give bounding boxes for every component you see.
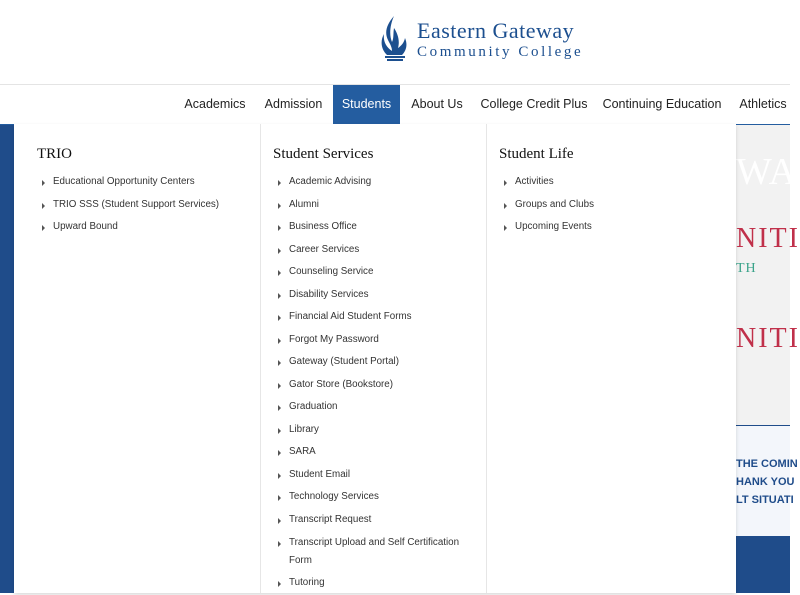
caret-right-icon <box>278 180 281 186</box>
menu-link-gator-store[interactable]: Gator Store (Bookstore) <box>273 374 464 397</box>
student-services-heading: Student Services <box>273 146 374 162</box>
student-services-list <box>273 171 464 595</box>
announcement-line: HANK YOU <box>736 476 795 488</box>
menu-link-gateway-portal[interactable]: Gateway (Student Portal) <box>273 351 464 374</box>
logo-title: Eastern Gateway <box>417 18 575 43</box>
hero-line-red-2: NITI <box>736 323 800 354</box>
caret-right-icon <box>278 541 281 547</box>
caret-right-icon <box>504 180 507 186</box>
nav-continuing-education[interactable]: Continuing Education <box>602 97 722 111</box>
menu-link-academic-advising[interactable]: Academic Advising <box>273 171 464 194</box>
main-navigation <box>0 84 790 126</box>
caret-right-icon <box>278 225 281 231</box>
nav-athletics[interactable]: Athletics <box>739 97 787 111</box>
caret-right-icon <box>278 315 281 321</box>
nav-about-us[interactable]: About Us <box>411 97 463 111</box>
caret-right-icon <box>42 203 45 209</box>
logo-subtitle: Community College <box>417 44 584 60</box>
caret-right-icon <box>42 225 45 231</box>
menu-link-graduation[interactable]: Graduation <box>273 396 464 419</box>
student-life-list <box>499 171 594 239</box>
caret-right-icon <box>278 518 281 524</box>
site-header <box>0 0 790 84</box>
caret-right-icon <box>42 180 45 186</box>
caret-right-icon <box>278 293 281 299</box>
nav-admission[interactable]: Admission <box>264 97 323 111</box>
caret-right-icon <box>278 203 281 209</box>
trio-list <box>37 171 219 239</box>
menu-link-student-email[interactable]: Student Email <box>273 464 464 487</box>
hero-heading: WA <box>736 151 798 193</box>
menu-link-upcoming-events[interactable]: Upcoming Events <box>499 216 594 239</box>
menu-link-groups-clubs[interactable]: Groups and Clubs <box>499 194 594 217</box>
menu-link-transcript-upload[interactable]: Transcript Upload and Self Certification Form <box>273 531 464 572</box>
caret-right-icon <box>278 405 281 411</box>
menu-link-forgot-password[interactable]: Forgot My Password <box>273 329 464 352</box>
hero-line-green: TH <box>736 261 757 276</box>
menu-link-sara[interactable]: SARA <box>273 441 464 464</box>
flame-logo-icon <box>380 14 410 62</box>
nav-academics[interactable]: Academics <box>184 97 246 111</box>
hero-line-red-1: NITI <box>736 223 800 254</box>
caret-right-icon <box>278 428 281 434</box>
trio-heading: TRIO <box>37 146 72 162</box>
student-services-column <box>260 124 487 593</box>
menu-link-library[interactable]: Library <box>273 419 464 442</box>
caret-right-icon <box>278 495 281 501</box>
caret-right-icon <box>278 450 281 456</box>
caret-right-icon <box>278 581 281 587</box>
menu-link-upward-bound[interactable]: Upward Bound <box>37 216 219 239</box>
caret-right-icon <box>504 203 507 209</box>
menu-link-business-office[interactable]: Business Office <box>273 216 464 239</box>
menu-link-tutoring[interactable]: Tutoring <box>273 572 464 595</box>
caret-right-icon <box>278 360 281 366</box>
students-mega-menu <box>14 124 736 593</box>
menu-link-counseling-service[interactable]: Counseling Service <box>273 261 464 284</box>
caret-right-icon <box>278 248 281 254</box>
announcement-line: LT SITUATI <box>736 494 794 506</box>
menu-link-educational-opportunity-centers[interactable]: Educational Opportunity Centers <box>37 171 219 194</box>
announcement-line: THE COMIN <box>736 458 798 470</box>
announcement-banner <box>736 426 798 536</box>
nav-students[interactable]: Students <box>333 85 400 124</box>
menu-link-career-services[interactable]: Career Services <box>273 239 464 262</box>
menu-link-alumni[interactable]: Alumni <box>273 194 464 217</box>
student-life-column <box>486 124 737 593</box>
menu-link-disability-services[interactable]: Disability Services <box>273 284 464 307</box>
caret-right-icon <box>278 473 281 479</box>
nav-college-credit-plus[interactable]: College Credit Plus <box>480 97 588 111</box>
menu-link-transcript-request[interactable]: Transcript Request <box>273 509 464 532</box>
caret-right-icon <box>278 383 281 389</box>
menu-link-activities[interactable]: Activities <box>499 171 594 194</box>
caret-right-icon <box>278 270 281 276</box>
menu-link-technology-services[interactable]: Technology Services <box>273 486 464 509</box>
menu-link-financial-aid-forms[interactable]: Financial Aid Student Forms <box>273 306 464 329</box>
trio-column <box>14 124 260 593</box>
caret-right-icon <box>278 338 281 344</box>
caret-right-icon <box>504 225 507 231</box>
menu-link-trio-sss[interactable]: TRIO SSS (Student Support Services) <box>37 194 219 217</box>
student-life-heading: Student Life <box>499 146 574 162</box>
college-logo[interactable] <box>380 14 583 62</box>
